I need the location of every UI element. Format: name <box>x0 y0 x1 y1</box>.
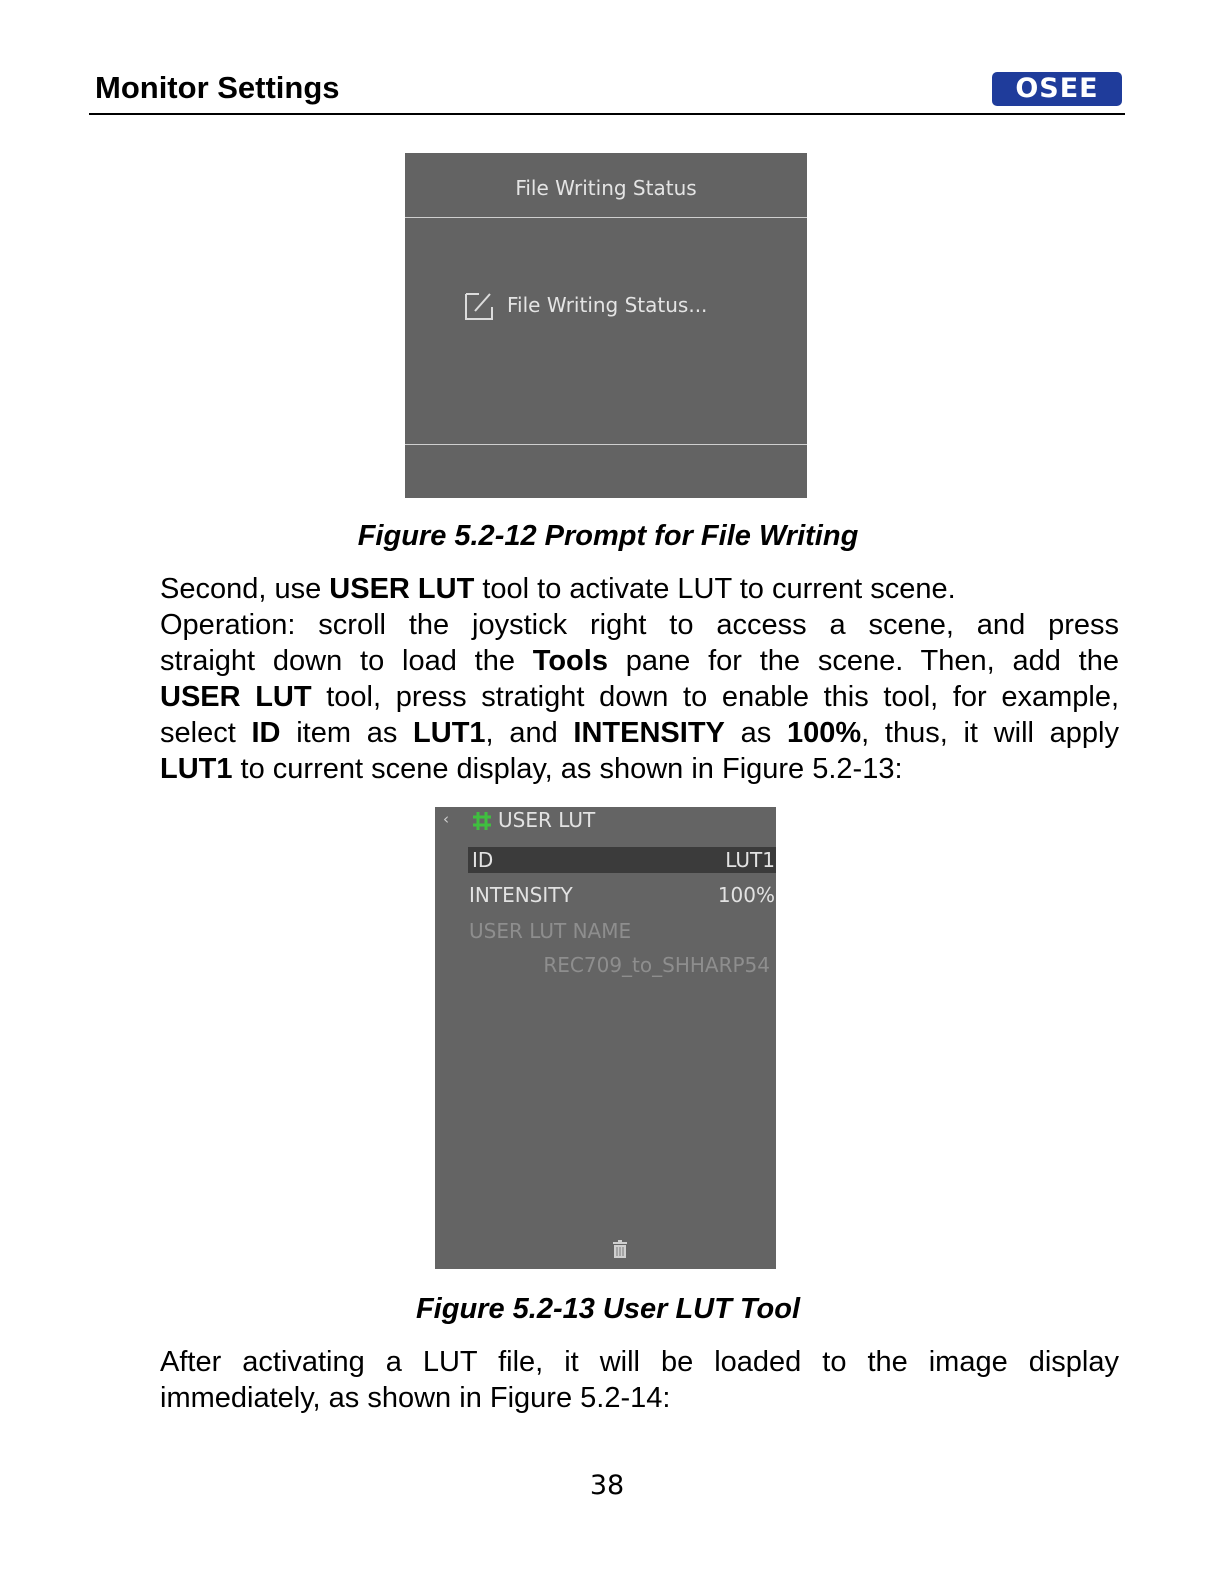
text: straight down to load the <box>160 645 533 677</box>
body-paragraph <box>160 571 1119 787</box>
row-value: LUT1 <box>725 848 775 872</box>
text: item as <box>280 717 414 749</box>
panel-title: USER LUT <box>498 808 596 832</box>
text-line <box>160 679 1119 715</box>
user-lut-panel <box>435 807 776 1269</box>
trash-icon[interactable] <box>612 1239 628 1259</box>
figure-caption: Figure 5.2-13 User LUT Tool <box>415 1293 801 1325</box>
text: tool to activate LUT to current scene. <box>474 573 956 605</box>
text-line <box>160 715 1119 751</box>
bold-term: USER LUT <box>160 681 312 713</box>
bold-term: Tools <box>532 645 608 677</box>
bold-term: LUT1 <box>160 753 233 785</box>
lut-name-value: REC709_to_SHHARP54 <box>543 953 770 977</box>
bold-term: USER LUT <box>329 573 475 605</box>
osee-logo: OSEE <box>992 72 1122 106</box>
bold-term: ID <box>251 717 281 749</box>
text-line <box>160 643 1119 679</box>
text: pane for the scene. Then, add the <box>607 645 1119 677</box>
edit-icon <box>463 289 495 321</box>
bold-term: 100% <box>786 717 862 749</box>
row-label: USER LUT NAME <box>469 919 632 943</box>
row-value: 100% <box>717 883 775 907</box>
text-line: Operation: scroll the joystick right to access a scene, and press <box>160 609 1119 641</box>
page-number: 38 <box>589 1470 625 1501</box>
bold-term: INTENSITY <box>573 717 725 749</box>
row-label: ID <box>472 848 494 872</box>
item-label: File Writing Status... <box>507 293 708 317</box>
divider <box>405 444 807 445</box>
text: as <box>724 717 787 749</box>
figure-caption: Figure 5.2-12 Prompt for File Writing <box>357 520 859 552</box>
chevron-left-icon[interactable]: ‹ <box>443 810 449 828</box>
user-lut-name-row <box>468 918 776 944</box>
intensity-row[interactable] <box>468 882 776 908</box>
text: , thus, it will apply <box>861 717 1120 749</box>
text: Second, use <box>160 573 330 605</box>
text: , and <box>485 717 574 749</box>
lut-icon <box>471 811 493 831</box>
divider <box>405 217 807 218</box>
file-writing-status-panel <box>405 153 807 498</box>
row-label: INTENSITY <box>469 883 573 907</box>
text-line: immediately, as shown in Figure 5.2-14: <box>160 1382 671 1414</box>
file-writing-status-item[interactable] <box>463 287 707 323</box>
bold-term: LUT1 <box>413 717 486 749</box>
text: select <box>160 717 252 749</box>
text: to current scene display, as shown in Figure 5.2-13: <box>232 753 903 785</box>
header-divider <box>89 113 1125 115</box>
text: tool, press stratight down to enable this tool, for example, <box>311 681 1119 713</box>
id-row[interactable] <box>468 847 776 873</box>
text-line <box>160 571 1119 607</box>
section-title: Monitor Settings <box>95 70 340 105</box>
text-line: After activating a LUT file, it will be loaded to the image display <box>160 1346 1119 1378</box>
body-paragraph <box>160 1344 1119 1416</box>
text-line <box>160 751 1119 787</box>
panel-title: File Writing Status <box>515 176 697 200</box>
